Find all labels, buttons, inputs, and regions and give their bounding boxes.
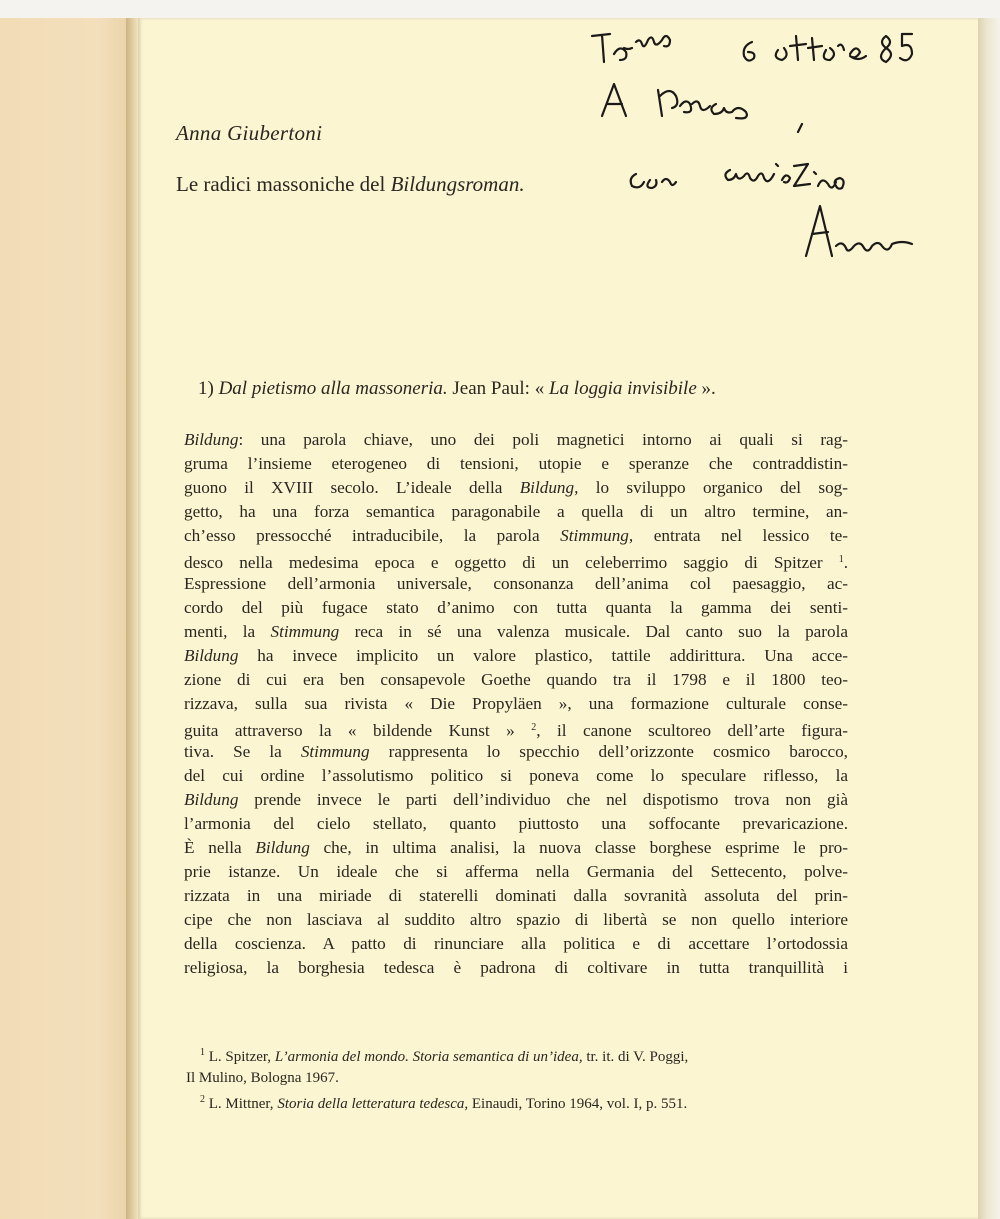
text-run: reca in sé una valenza musicale. Dal canto suo la parola — [339, 622, 849, 641]
section-heading — [198, 378, 716, 400]
body-line — [184, 668, 848, 692]
text-run: , il canone scultoreo dell’arte figura- — [536, 721, 849, 740]
italic-term: Bildung — [255, 838, 310, 857]
footnote-ref: 1 — [838, 554, 844, 565]
article-title — [176, 172, 525, 197]
body-line — [184, 884, 848, 908]
top-strip — [0, 0, 1000, 18]
text-run: l’armonia del cielo stellato, quanto piuttosto una soffocante prevaricazione. — [184, 814, 848, 833]
text-run: rizzata in una miriade di staterelli dominati dalla sovranità assoluta del prin- — [184, 886, 848, 905]
text-run: rappresenta lo specchio dell’orizzonte cosmico barocco, — [369, 742, 848, 761]
italic-term: Bildung — [184, 790, 239, 809]
body-line — [184, 452, 848, 476]
body-line — [184, 476, 848, 500]
body-line — [184, 548, 848, 572]
body-line — [184, 692, 848, 716]
italic-term: Bildung — [184, 430, 239, 449]
handwritten-dedication — [580, 20, 970, 280]
text-run: menti, la — [184, 622, 271, 641]
footnote — [200, 1089, 848, 1115]
section-rest-before: Jean Paul: « — [447, 378, 549, 399]
page-edge — [978, 18, 1000, 1219]
text-run: cipe che non lasciava al suddito altro spazio di libertà se non quello interiore — [184, 910, 848, 929]
body-line — [184, 860, 848, 884]
text-run: tiva. Se la — [184, 742, 301, 761]
text-run: guono il XVIII secolo. L’ideale della — [184, 478, 520, 497]
body-line — [184, 524, 848, 548]
text-run: getto, ha una forza semantica paragonabile a quella di un altro termine, an- — [184, 502, 848, 521]
body-line — [184, 836, 848, 860]
text-run: della coscienza. A patto di rinunciare alla politica e di accettare l’ortodossia — [184, 934, 848, 953]
section-title-italic: Dal pietismo alla massoneria. — [218, 378, 448, 399]
body-line — [184, 764, 848, 788]
text-run: prie istanze. Un ideale che si afferma nella Germania del Settecento, polve- — [184, 862, 848, 881]
text-run: religiosa, la borghesia tedesca è padrona di coltivare in tutta tranquillità i — [184, 958, 848, 977]
body-line — [184, 572, 848, 596]
section-rest-after: ». — [696, 378, 716, 399]
footnote — [200, 1042, 848, 1068]
text-run: guita attraverso la « bildende Kunst » — [184, 721, 532, 740]
text-run: del cui ordine l’assolutismo politico si poneva come lo speculare riflesso, la — [184, 766, 848, 785]
body-line — [184, 596, 848, 620]
footnote-mark: 1 — [200, 1047, 205, 1058]
body-line — [184, 428, 848, 452]
author-name: Anna Giubertoni — [176, 121, 323, 145]
text-run: desco nella medesima epoca e oggetto di un celeberrimo saggio di Spitzer — [184, 553, 839, 572]
body-line — [184, 716, 848, 740]
body-line — [184, 620, 848, 644]
text-run: che, in ultima analisi, la nuova classe borghese esprime le pro- — [309, 838, 848, 857]
footnote-work: Storia della letteratura tedesca, — [277, 1096, 469, 1112]
text-run: ch’esso pressocché intraducibile, la parola — [184, 526, 561, 545]
italic-term: Stimmung — [300, 742, 370, 761]
footnote-ref: 2 — [531, 722, 537, 733]
text-run: ha invece implicito un valore plastico, tattile addirittura. Una acce- — [238, 646, 848, 665]
body-line — [184, 812, 848, 836]
italic-term: Stimmung, — [560, 526, 634, 545]
italic-term: Bildung, — [519, 478, 579, 497]
section-quote: La loggia invisibile — [548, 378, 697, 399]
text-run: . — [843, 553, 848, 572]
text-run: zione di cui era ben consapevole Goethe quando tra il 1798 e il 1800 teo- — [184, 670, 848, 689]
italic-term: Bildung — [184, 646, 239, 665]
body-line — [184, 956, 848, 980]
text-run: rizzava, sulla sua rivista « Die Propyläen », una formazione culturale conse- — [184, 694, 848, 713]
footnote-author: L. Spitzer, — [205, 1049, 275, 1065]
footnote-details: Einaudi, Torino 1964, vol. I, p. 551. — [468, 1096, 688, 1112]
text-run: entrata nel lessico te- — [633, 526, 848, 545]
body-line — [184, 908, 848, 932]
body-line — [184, 740, 848, 764]
text-run: lo sviluppo organico del sog- — [578, 478, 848, 497]
body-paragraph — [184, 428, 848, 980]
text-run: prende invece le parti dell’individuo che nel dispotismo trova non già — [238, 790, 848, 809]
left-page — [0, 18, 140, 1219]
body-line — [184, 500, 848, 524]
footnotes — [186, 1042, 848, 1115]
italic-term: Stimmung — [270, 622, 340, 641]
footnote-author: L. Mittner, — [205, 1096, 278, 1112]
footnote-details: tr. it. di V. Poggi, — [582, 1049, 689, 1065]
footnote-work: L’armonia del mondo. Storia semantica di un’idea, — [274, 1049, 583, 1065]
title-italic: Bildungsroman. — [390, 172, 525, 196]
section-number: 1) — [198, 378, 219, 399]
text-run: cordo del più fugace stato d’animo con tutta quanta la gamma dei senti- — [184, 598, 848, 617]
text-run: Espressione dell’armonia universale, consonanza dell’anima col paesaggio, ac- — [184, 574, 848, 593]
body-line — [184, 788, 848, 812]
text-run: : una parola chiave, uno dei poli magnetici intorno ai quali si rag- — [238, 430, 848, 449]
footnote-mark: 2 — [200, 1094, 205, 1105]
body-line — [184, 644, 848, 668]
title-prefix: Le radici massoniche del — [176, 172, 391, 196]
text-run: gruma l’insieme eterogeneo di tensioni, utopie e speranze che contraddistin- — [184, 454, 848, 473]
footnote-continuation: Il Mulino, Bologna 1967. — [186, 1070, 339, 1086]
body-line — [184, 932, 848, 956]
text-run: È nella — [184, 838, 256, 857]
